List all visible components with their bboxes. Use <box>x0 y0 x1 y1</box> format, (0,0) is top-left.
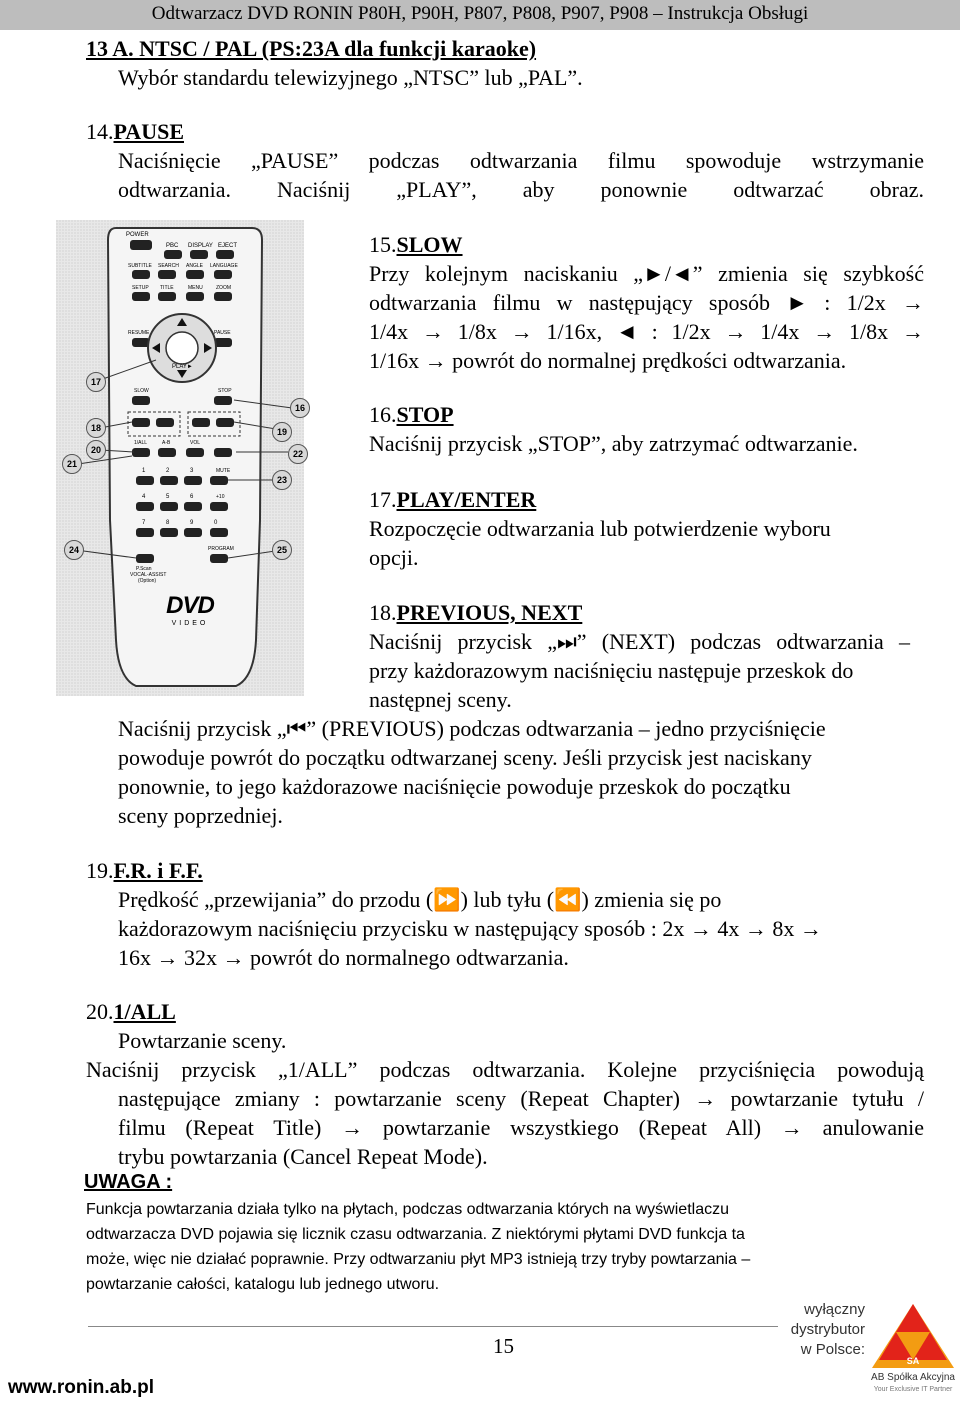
distributor-line3: w Polsce: <box>800 1341 865 1358</box>
remote-label-ab: A-B <box>162 440 171 446</box>
sec14-line1: Naciśnięcie „PAUSE” podczas odtwarzania filmu spowoduje wstrzymanie <box>118 148 924 173</box>
sec17-heading: 17.PLAY/ENTER <box>369 487 537 512</box>
uwaga-title: UWAGA : <box>84 1171 173 1193</box>
remote-label-stop: STOP <box>218 388 232 394</box>
callout-21: 21 <box>62 454 82 474</box>
remote-label-power: POWER <box>126 232 149 238</box>
remote-label-subtitle: SUBTITLE <box>128 263 152 269</box>
sec13-body: Wybór standardu telewizyjnego „NTSC” lub „PAL”. <box>118 65 583 90</box>
remote-label-1all: 1/ALL <box>134 440 148 446</box>
remote-label-slow: SLOW <box>134 388 149 394</box>
uwaga-line1: Funkcja powtarzania działa tylko na płytach, podczas odtwarzania których na wyświetlaczu <box>86 1201 729 1218</box>
sec18-heading: 18.PREVIOUS, NEXT <box>369 600 583 625</box>
remote-label-play: PLAY► <box>172 364 193 370</box>
remote-key-0: 0 <box>214 520 218 526</box>
sec19-heading: 19.F.R. i F.F. <box>86 858 203 883</box>
remote-label-mute: MUTE <box>216 468 231 474</box>
callout-16: 16 <box>290 398 310 418</box>
sec18-line2: przy każdorazowym naciśnięciu następuje przeskok do <box>369 658 854 683</box>
remote-key-3: 3 <box>190 468 194 474</box>
remote-label-setup: SETUP <box>132 285 149 291</box>
uwaga-line3: może, więc nie działać poprawnie. Przy odtwarzaniu płyt MP3 istnieją trzy tryby powtarzania – <box>86 1251 751 1268</box>
remote-label-search: SEARCH <box>158 263 179 269</box>
remote-label-vol: VOL <box>190 440 201 446</box>
sec18-line6: ponownie, to jego każdorazowe naciśnięcie powoduje przeskok do początku <box>118 774 791 799</box>
page-number: 15 <box>493 1334 514 1358</box>
sec20-line3: następujące zmiany : powtarzanie sceny (Repeat Chapter) → powtarzanie tytułu / <box>118 1086 924 1111</box>
remote-label-zoom: ZOOM <box>216 285 231 291</box>
remote-label-pause: PAUSE <box>214 330 231 336</box>
uwaga-line4: powtarzanie całości, katalogu lub jednego utworu. <box>86 1276 440 1293</box>
sec16-body: Naciśnij przycisk „STOP”, aby zatrzymać odtwarzanie. <box>369 431 858 456</box>
sec18-line4: Naciśnij przycisk „⏮” (PREVIOUS) podczas odtwarzania – jedno przyciśnięcie <box>118 716 826 741</box>
remote-key-1: 1 <box>142 468 146 474</box>
callout-18: 18 <box>86 418 106 438</box>
power-button-shape <box>130 240 152 250</box>
callout-19: 19 <box>272 422 292 442</box>
remote-key-4: 4 <box>142 494 146 500</box>
callout-23: 23 <box>272 470 292 490</box>
sec13-title: 13 A. NTSC / PAL (PS:23A dla funkcji karaoke) <box>86 36 537 61</box>
sec20-line1: Powtarzanie sceny. <box>118 1028 287 1053</box>
sec18-line5: powoduje powrót do początku odtwarzanej sceny. Jeśli przycisk jest naciskany <box>118 745 812 770</box>
remote-control-illustration <box>56 220 304 696</box>
remote-key-2: 2 <box>166 468 170 474</box>
sec15-line3: 1/4x → 1/8x → 1/16x, ◄ : 1/2x → 1/4x → 1/8x → <box>369 319 924 344</box>
remote-label-program: PROGRAM <box>208 546 234 552</box>
ab-logo-name: AB Spółka Akcyjna <box>871 1372 955 1383</box>
remote-label-display: DISPLAY <box>188 243 213 249</box>
ab-logo <box>868 1300 958 1400</box>
sec19-line2: każdorazowym naciśnięciu przycisku w następujący sposób : 2x → 4x → 8x → <box>118 916 822 941</box>
sec15-line2: odtwarzania filmu w następujący sposób ► : 1/2x → <box>369 290 924 315</box>
remote-label-vocal-assist: VOCAL-ASSIST <box>130 572 167 578</box>
remote-key-6: 6 <box>190 494 194 500</box>
remote-label-language: LANGUAGE <box>210 263 238 269</box>
callout-24: 24 <box>64 540 84 560</box>
callout-22: 22 <box>288 444 308 464</box>
remote-key-7: 7 <box>142 520 146 526</box>
sec18-line7: sceny poprzedniej. <box>118 803 283 828</box>
sec14-heading: 14.PAUSE <box>86 119 184 144</box>
sec19-line3: 16x → 32x → powrót do normalnego odtwarzania. <box>118 945 569 970</box>
remote-label-resume: RESUME <box>128 330 150 336</box>
page-header <box>0 0 960 30</box>
remote-key-8: 8 <box>166 520 170 526</box>
remote-key-9: 9 <box>190 520 194 526</box>
ab-logo-sa: SA <box>906 1356 920 1366</box>
remote-label-pscan: P.Scan <box>136 566 152 572</box>
uwaga-line2: odtwarzacza DVD pojawia się licznik czasu odtwarzania. Z niektórymi płytami DVD funkcja ta <box>86 1226 745 1243</box>
remote-label-menu: MENU <box>188 285 203 291</box>
distributor-line2: dystrybutor <box>790 1321 865 1338</box>
header-title: Odtwarzacz DVD RONIN P80H, P90H, P807, P808, P907, P908 – Instrukcja Obsługi <box>151 3 809 24</box>
sec20-line2: Naciśnij przycisk „1/ALL” podczas odtwarzania. Kolejne przyciśnięcia powodują <box>86 1057 924 1082</box>
ab-logo-tagline: Your Exclusive IT Partner <box>873 1386 953 1393</box>
sec15-line4: 1/16x → powrót do normalnej prędkości odtwarzania. <box>369 348 847 373</box>
sec19-line1: Prędkość „przewijania” do przodu (⏩) lub tyłu (⏪) zmienia się po <box>118 887 722 912</box>
sec18-line1: Naciśnij przycisk „⏭” (NEXT) podczas odtwarzania – <box>369 629 910 654</box>
sec18-line3: następnej sceny. <box>369 687 512 712</box>
sec20-line5: trybu powtarzania (Cancel Repeat Mode). <box>118 1144 488 1169</box>
sec15-heading: 15.SLOW <box>369 232 463 257</box>
sec17-line2: opcji. <box>369 545 419 570</box>
remote-label-title: TITLE <box>160 285 174 291</box>
sec17-line1: Rozpoczęcie odtwarzania lub potwierdzenie wyboru <box>369 516 831 541</box>
dvd-logo-video: VIDEO <box>171 620 209 627</box>
sec14-line2: odtwarzania. Naciśnij „PLAY”, aby ponownie odtwarzać obraz. <box>118 177 924 202</box>
remote-label-option: (Option) <box>138 578 157 584</box>
sec15-line1: Przy kolejnym naciskaniu „►/◄” zmienia się szybkość <box>369 261 924 286</box>
remote-label-angle: ANGLE <box>186 263 203 269</box>
remote-label-plus10: +10 <box>216 494 225 500</box>
callout-20: 20 <box>86 440 106 460</box>
distributor-text <box>785 1300 865 1360</box>
footer-divider <box>88 1326 778 1327</box>
sec20-line4: filmu (Repeat Title) → powtarzanie wszystkiego (Repeat All) → anulowanie <box>118 1115 924 1140</box>
sec16-heading: 16.STOP <box>369 402 454 427</box>
callout-25: 25 <box>272 540 292 560</box>
remote-label-pbc: PBC <box>166 243 179 249</box>
distributor-line1: wyłączny <box>804 1301 865 1318</box>
sec20-heading: 20.1/ALL <box>86 999 176 1024</box>
website-link[interactable]: www.ronin.ab.pl <box>8 1377 155 1398</box>
remote-label-eject: EJECT <box>218 243 238 249</box>
callout-17: 17 <box>86 372 106 392</box>
remote-key-5: 5 <box>166 494 170 500</box>
dvd-logo: DVD <box>166 592 214 619</box>
